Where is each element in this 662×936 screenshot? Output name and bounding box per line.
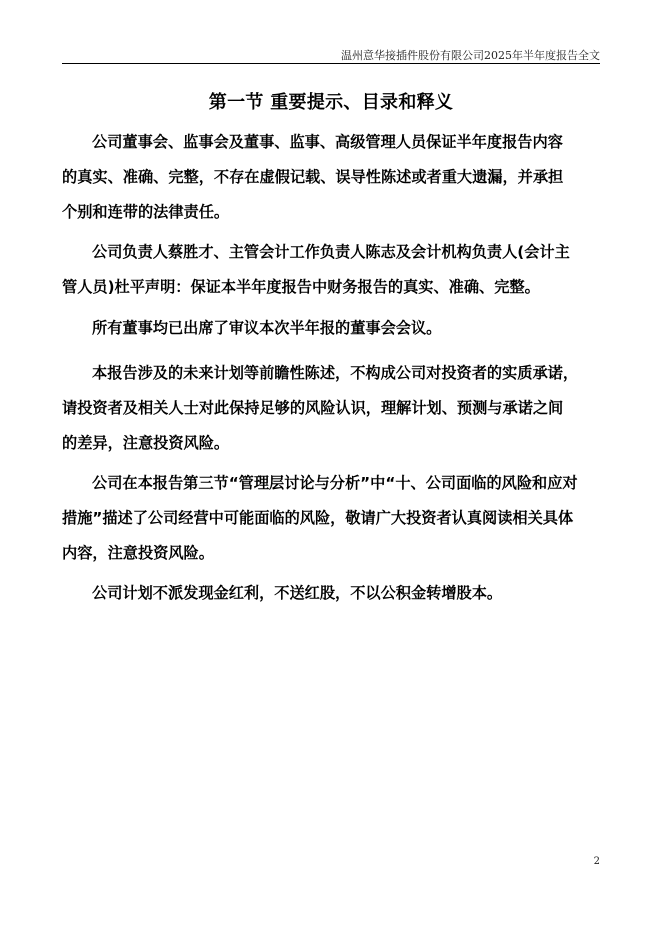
paragraph-line: 请投资者及相关人士对此保持足够的风险认识，理解计划、预测与承诺之间	[62, 399, 564, 417]
paragraph-responsibility-statement	[62, 125, 602, 230]
paragraph-line: 本报告涉及的未来计划等前瞻性陈述，不构成公司对投资者的实质承诺，	[92, 364, 578, 382]
paragraph-line: 的差异，注意投资风险。	[62, 434, 230, 452]
paragraph-line: 公司计划不派发现金红利，不送红股，不以公积金转增股本。	[92, 584, 503, 602]
section-title: 第一节 重要提示、目录和释义	[208, 92, 454, 113]
paragraph-financial-declaration	[62, 235, 602, 305]
paragraph-line: 措施”描述了公司经营中可能面临的风险，敬请广大投资者认真阅读相关具体	[62, 509, 574, 527]
paragraph-line: 所有董事均已出席了审议本次半年报的董事会会议。	[92, 319, 442, 337]
paragraph-forward-looking	[62, 356, 602, 461]
paragraph-line: 管人员)杜平声明：保证本半年度报告中财务报告的真实、准确、完整。	[62, 278, 540, 296]
paragraph-risk-notice	[62, 466, 602, 571]
paragraph-line: 公司负责人蔡胜才、主管会计工作负责人陈志及会计机构负责人(会计主	[92, 243, 570, 261]
running-header: 温州意华接插件股份有限公司2025年半年度报告全文	[341, 49, 600, 62]
paragraph-line: 内容，注意投资风险。	[62, 544, 214, 562]
paragraph-line: 个别和连带的法律责任。	[62, 203, 230, 221]
paragraph-board-attendance	[62, 311, 602, 346]
paragraph-line: 公司在本报告第三节“管理层讨论与分析”中“十、公司面临的风险和应对	[92, 474, 578, 492]
paragraph-dividend-plan	[62, 576, 602, 611]
page-number: 2	[593, 856, 600, 867]
paragraph-line: 的真实、准确、完整，不存在虚假记载、误导性陈述或者重大遗漏，并承担	[62, 168, 564, 186]
paragraph-line: 公司董事会、监事会及董事、监事、高级管理人员保证半年度报告内容	[92, 133, 563, 151]
header-divider	[62, 63, 600, 64]
